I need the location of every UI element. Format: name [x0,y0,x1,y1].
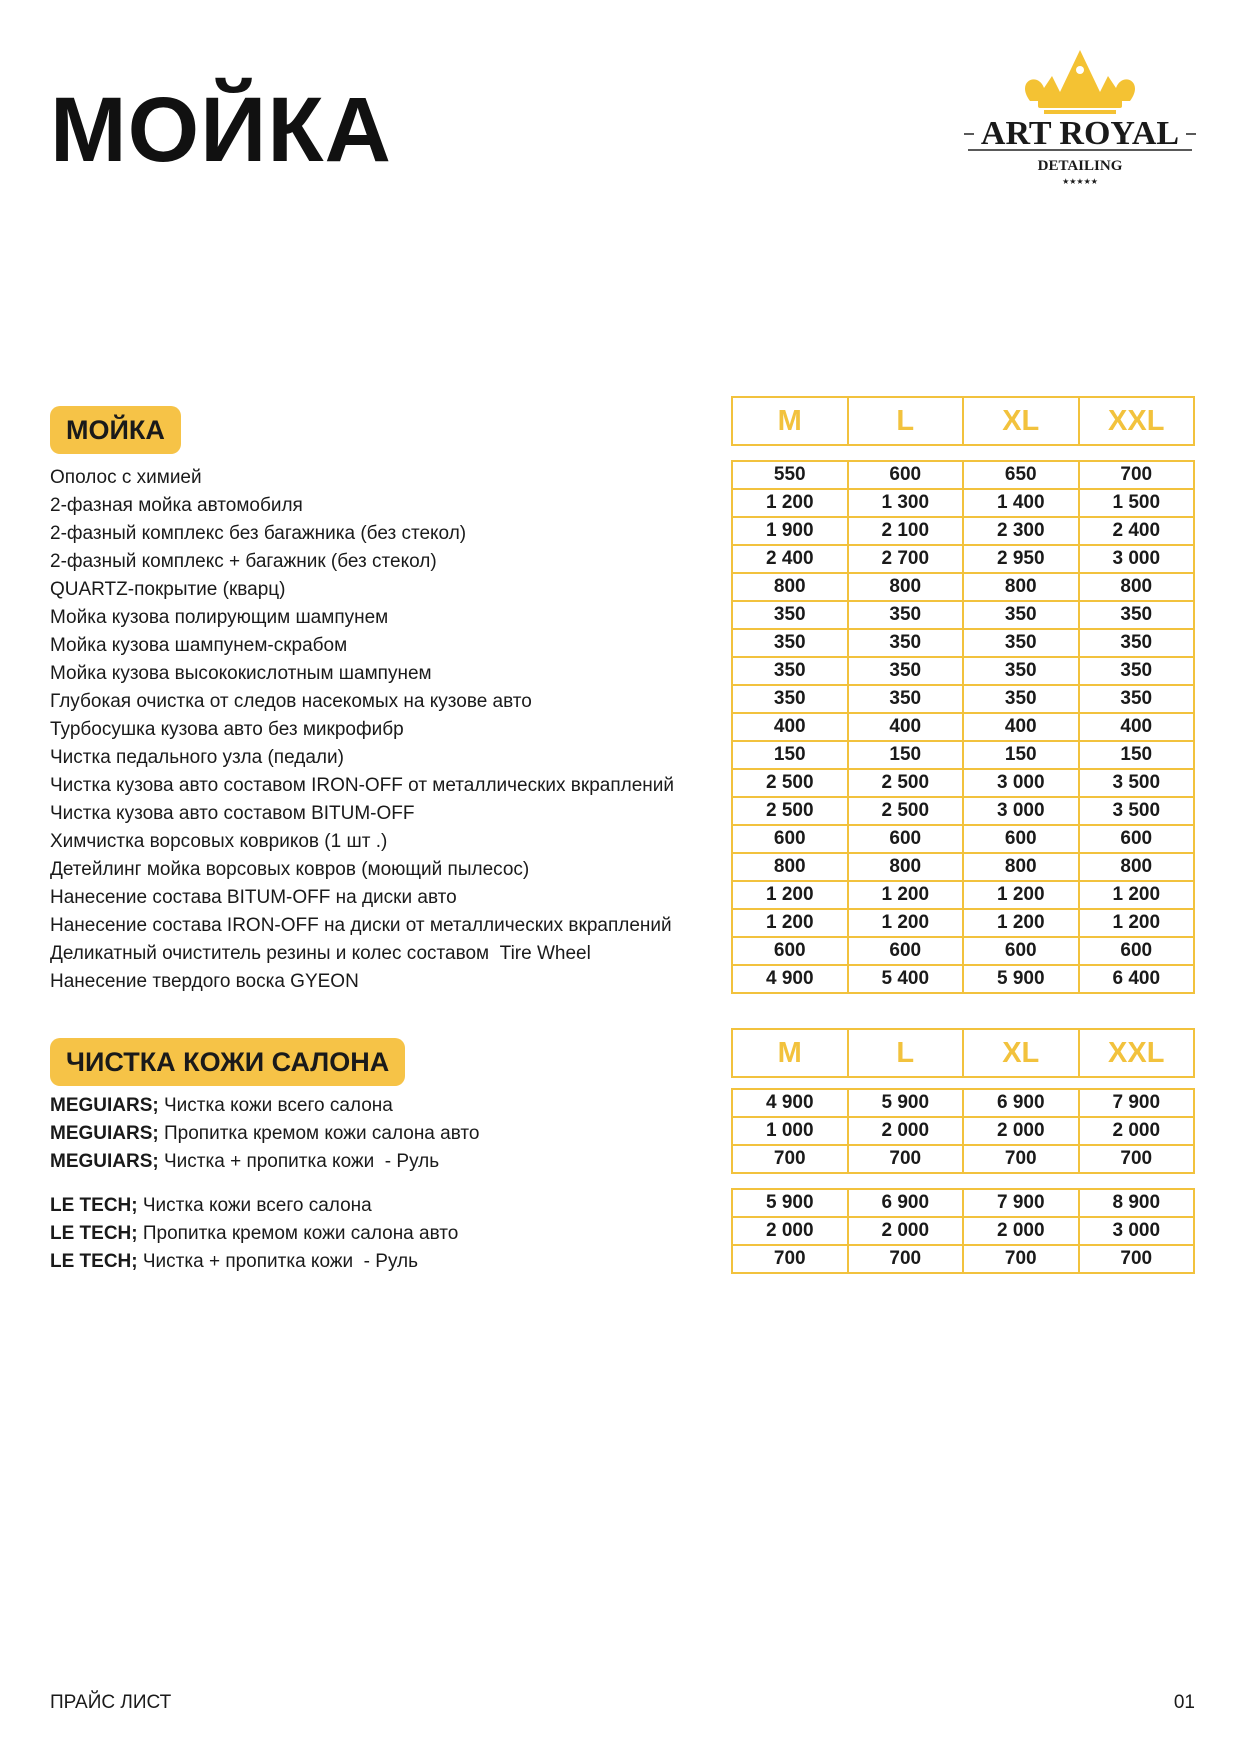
price-cell: 2 500 [849,798,965,824]
price-cell: 350 [733,686,849,712]
service-list-letech [50,1192,458,1276]
service-row [50,688,674,716]
price-row [733,1190,1193,1218]
price-cell: 1 200 [849,910,965,936]
price-cell: 2 000 [849,1118,965,1144]
price-cell: 1 400 [964,490,1080,516]
price-row [733,462,1193,490]
price-cell: 150 [1120,744,1153,765]
price-cell: 350 [1120,660,1153,681]
size-m: M [733,1030,849,1076]
price-row [733,490,1193,518]
price-row [733,686,1193,714]
price-cell: 150 [733,742,849,768]
price-row [733,1090,1193,1118]
price-row [733,1218,1193,1246]
service-row [50,884,674,912]
price-cell: 7 900 [1112,1092,1161,1113]
service-label: Нанесение состава BITUM-OFF на диски авто [50,887,457,908]
price-cell: 6 400 [1112,968,1161,989]
price-cell: 700 [1120,1148,1153,1169]
service-row [50,1220,458,1248]
price-cell: 800 [964,574,1080,600]
price-row [733,1146,1193,1172]
price-cell: 2 950 [964,546,1080,572]
price-cell: 400 [733,714,849,740]
service-label: Мойка кузова высококислотным шампунем [50,663,432,684]
service-row [50,940,674,968]
price-row [733,602,1193,630]
price-cell: 350 [849,658,965,684]
price-cell: 3 000 [1112,548,1161,569]
logo-stars: ★★★★★ [1062,177,1098,186]
service-label: Чистка + пропитка кожи - Руль [158,1151,440,1172]
service-brand: LE TECH; [50,1223,138,1244]
price-cell: 700 [849,1246,965,1272]
price-cell: 4 900 [733,1090,849,1116]
service-brand: LE TECH; [50,1195,138,1216]
service-row [50,1148,479,1176]
price-cell: 6 900 [849,1190,965,1216]
price-cell: 3 500 [1112,800,1161,821]
price-row [733,798,1193,826]
price-cell: 350 [964,658,1080,684]
price-cell: 600 [964,938,1080,964]
service-label: Нанесение состава IRON-OFF на диски от металлических вкраплений [50,915,672,936]
price-cell: 800 [733,854,849,880]
price-cell: 1 000 [733,1118,849,1144]
price-cell: 150 [849,742,965,768]
price-cell: 350 [849,686,965,712]
service-row [50,968,674,996]
service-row [50,520,674,548]
service-list-wash [50,464,674,996]
price-cell: 700 [733,1246,849,1272]
service-row [50,1248,458,1276]
price-cell: 350 [733,630,849,656]
price-cell: 1 200 [733,882,849,908]
service-label: Глубокая очистка от следов насекомых на кузове авто [50,691,532,712]
price-cell: 6 900 [964,1090,1080,1116]
price-cell: 8 900 [1112,1192,1161,1213]
price-cell: 1 300 [849,490,965,516]
price-cell: 600 [1120,940,1153,961]
price-cell: 600 [1120,828,1153,849]
service-row [50,856,674,884]
price-cell: 550 [733,462,849,488]
price-cell: 2 000 [733,1218,849,1244]
price-cell: 1 900 [733,518,849,544]
price-row [733,854,1193,882]
size-l: L [849,398,965,444]
size-m: M [733,398,849,444]
service-label: Пропитка кремом кожи салона авто [137,1223,459,1244]
size-l: L [849,1030,965,1076]
price-row [733,770,1193,798]
price-cell: 700 [849,1146,965,1172]
size-header-leather [731,1028,1195,1078]
footer-label: ПРАЙС ЛИСТ [50,1692,172,1713]
service-label: Чистка + пропитка кожи - Руль [137,1251,419,1272]
price-cell: 1 200 [964,882,1080,908]
price-cell: 3 500 [1112,772,1161,793]
price-cell: 600 [733,938,849,964]
price-cell: 5 400 [849,966,965,992]
size-xl: XL [964,398,1080,444]
service-row [50,1120,479,1148]
service-row [50,576,674,604]
service-list-meguiars [50,1092,479,1176]
price-cell: 600 [964,826,1080,852]
service-label: Чистка кузова авто составом IRON-OFF от металлических вкраплений [50,775,675,796]
price-cell: 800 [1120,856,1153,877]
service-row [50,632,674,660]
service-label: Детейлинг мойка ворсовых ковров (моющий пылесос) [50,859,530,880]
price-cell: 2 400 [1112,520,1161,541]
service-label: Мойка кузова полирующим шампунем [50,607,389,628]
size-xxl: XXL [1108,405,1165,437]
price-cell: 600 [733,826,849,852]
price-cell: 350 [733,658,849,684]
price-row [733,518,1193,546]
service-label: 2-фазный комплекс + багажник (без стекол) [50,551,437,572]
size-xxl: XXL [1108,1037,1165,1069]
price-cell: 3 000 [964,798,1080,824]
price-cell: 800 [849,574,965,600]
price-cell: 600 [849,826,965,852]
service-row [50,716,674,744]
price-cell: 350 [964,602,1080,628]
price-cell: 3 000 [964,770,1080,796]
price-cell: 4 900 [733,966,849,992]
price-table-meguiars [731,1088,1195,1174]
price-cell: 2 400 [733,546,849,572]
price-cell: 5 900 [964,966,1080,992]
service-label: Чистка педального узла (педали) [50,747,344,768]
price-cell: 2 100 [849,518,965,544]
service-label: Пропитка кремом кожи салона авто [158,1123,480,1144]
service-row [50,464,674,492]
service-brand: LE TECH; [50,1251,138,1272]
page-number: 01 [1173,1692,1195,1713]
price-cell: 2 000 [849,1218,965,1244]
price-cell: 700 [733,1146,849,1172]
price-cell: 150 [964,742,1080,768]
service-label: Нанесение твердого воска GYEON [50,971,359,992]
service-brand: MEGUIARS; [50,1123,159,1144]
price-row [733,574,1193,602]
size-xl: XL [964,1030,1080,1076]
price-row [733,546,1193,574]
price-cell: 400 [1120,716,1153,737]
service-label: Ополос с химией [50,467,202,488]
price-cell: 800 [733,574,849,600]
price-cell: 600 [849,938,965,964]
price-cell: 600 [849,462,965,488]
crown-icon [1025,50,1135,114]
logo-subtitle: DETAILING [1037,158,1123,174]
service-row [50,548,674,576]
price-cell: 350 [849,630,965,656]
service-row [50,604,674,632]
price-row [733,630,1193,658]
service-row [50,1092,479,1120]
price-row [733,1246,1193,1272]
price-cell: 400 [849,714,965,740]
service-row [50,912,674,940]
price-cell: 2 000 [964,1218,1080,1244]
price-cell: 350 [733,602,849,628]
price-row [733,826,1193,854]
service-label: Чистка кузова авто составом BITUM-OFF [50,803,415,824]
service-label: 2-фазная мойка автомобиля [50,495,303,516]
service-label: Чистка кожи всего салона [137,1195,372,1216]
price-cell: 1 500 [1112,492,1161,513]
logo [960,46,1200,206]
price-cell: 800 [964,854,1080,880]
price-cell: 650 [964,462,1080,488]
price-cell: 350 [964,630,1080,656]
service-row [50,800,674,828]
service-row [50,744,674,772]
price-cell: 1 200 [733,490,849,516]
price-cell: 1 200 [1112,912,1161,933]
price-cell: 2 000 [1112,1120,1161,1141]
page-title: МОЙКА [50,79,392,181]
price-cell: 800 [849,854,965,880]
price-table-wash [731,460,1195,994]
price-cell: 350 [1120,604,1153,625]
price-cell: 350 [1120,688,1153,709]
price-row [733,742,1193,770]
price-cell: 350 [849,602,965,628]
price-row [733,714,1193,742]
service-label: Химчистка ворсовых ковриков (1 шт .) [50,831,388,852]
price-cell: 5 900 [733,1190,849,1216]
price-cell: 800 [1120,576,1153,597]
price-row [733,910,1193,938]
price-cell: 1 200 [733,910,849,936]
price-cell: 2 500 [733,798,849,824]
price-cell: 3 000 [1112,1220,1161,1241]
service-row [50,660,674,688]
section-title-leather: ЧИСТКА КОЖИ САЛОНА [50,1038,405,1086]
size-header-wash [731,396,1195,446]
price-cell: 1 200 [1112,884,1161,905]
price-table-letech [731,1188,1195,1274]
service-brand: MEGUIARS; [50,1151,159,1172]
service-row [50,1192,458,1220]
price-cell: 700 [964,1246,1080,1272]
service-row [50,828,674,856]
section-title-wash: МОЙКА [50,406,181,454]
service-label: 2-фазный комплекс без багажника (без стекол) [50,523,467,544]
price-cell: 400 [964,714,1080,740]
price-row [733,882,1193,910]
price-row [733,966,1193,992]
service-row [50,492,674,520]
price-cell: 700 [964,1146,1080,1172]
price-cell: 700 [1120,1248,1153,1269]
price-cell: 2 500 [733,770,849,796]
logo-name: ART ROYAL [980,115,1180,152]
service-row [50,772,674,800]
price-cell: 2 500 [849,770,965,796]
price-cell: 1 200 [964,910,1080,936]
price-row [733,938,1193,966]
price-row [733,1118,1193,1146]
service-label: Мойка кузова шампунем-скрабом [50,635,348,656]
service-label: Деликатный очиститель резины и колес составом Tire Wheel [50,943,591,964]
price-cell: 1 200 [849,882,965,908]
service-brand: MEGUIARS; [50,1095,159,1116]
price-cell: 5 900 [849,1090,965,1116]
price-cell: 350 [964,686,1080,712]
service-label: Турбосушка кузова авто без микрофибр [50,719,404,740]
service-label: QUARTZ-покрытие (кварц) [50,579,286,600]
price-cell: 700 [1120,464,1153,485]
price-row [733,658,1193,686]
service-label: Чистка кожи всего салона [158,1095,393,1116]
price-cell: 7 900 [964,1190,1080,1216]
price-cell: 350 [1120,632,1153,653]
price-cell: 2 300 [964,518,1080,544]
price-cell: 2 000 [964,1118,1080,1144]
price-cell: 2 700 [849,546,965,572]
